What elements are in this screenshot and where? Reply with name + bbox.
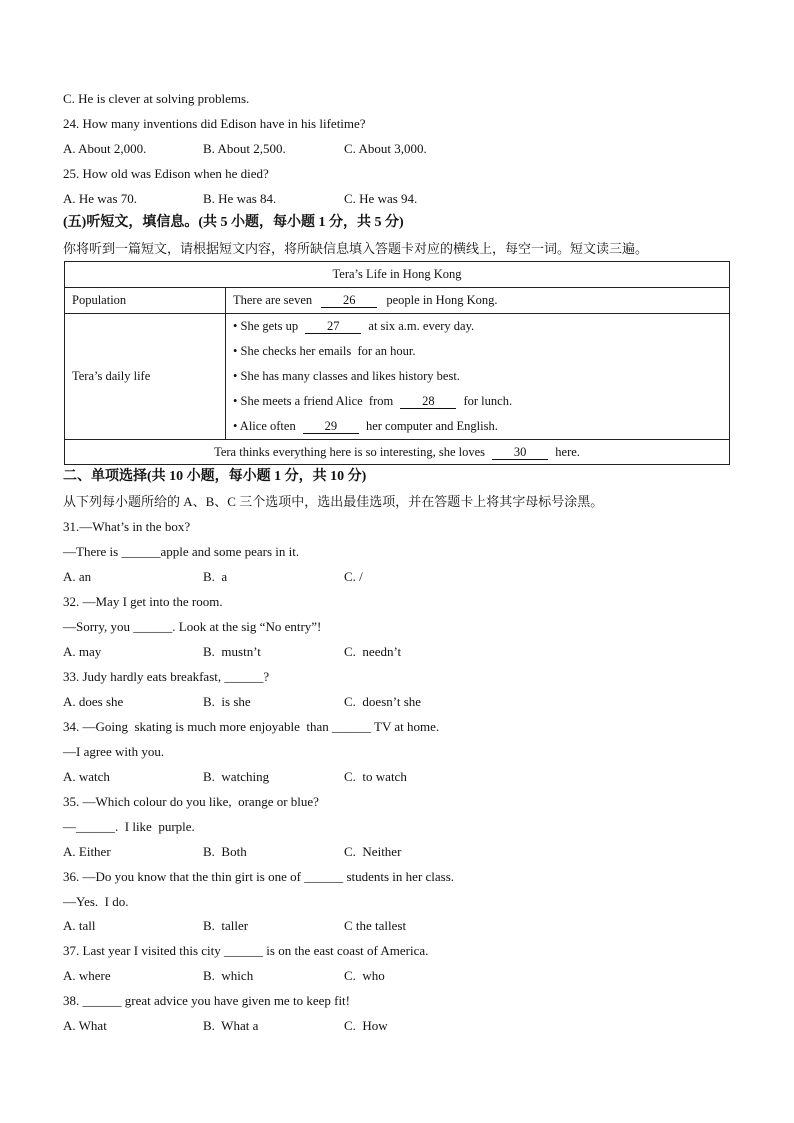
q31-option-c: C. / [344, 569, 363, 584]
q34-line-2: —I agree with you. [63, 744, 165, 759]
q32-line-1: 32. —May I get into the room. [63, 594, 223, 609]
q36-line-2: —Yes. I do. [63, 894, 129, 909]
q24-stem: 24. How many inventions did Edison have in his lifetime? [63, 116, 366, 131]
blank-30: 30 [492, 446, 548, 460]
blank-28: 28 [400, 395, 456, 409]
bullet-3: • She has many classes and likes history best. [233, 369, 460, 383]
q37-line-1: 37. Last year I visited this city ______ is on the east coast of America. [63, 943, 429, 958]
q31-line-2: —There is ______apple and some pears in it. [63, 544, 300, 559]
q33-option-a: A. does she [63, 694, 124, 709]
blank-29: 29 [303, 420, 359, 434]
q34-option-b: B. watching [203, 769, 270, 784]
q34-line-1: 34. —Going skating is much more enjoyable than ______ TV at home. [63, 719, 440, 734]
q36-option-c: C the tallest [344, 918, 407, 933]
daily-life-cell [226, 314, 730, 440]
table-title: Tera’s Life in Hong Kong [65, 262, 730, 288]
q23-option-c: C. He is clever at solving problems. [63, 91, 250, 106]
q24-option-b: B. About 2,500. [203, 141, 286, 156]
q38-line-1: 38. ______ great advice you have given me to keep fit! [63, 993, 350, 1008]
section5-instruction: 你将听到一篇短文，请根据短文内容，将所缺信息填入答题卡对应的横线上，每空一词。短文读三遍。 [63, 241, 649, 256]
bullet-2: • She checks her emails for an hour. [233, 344, 416, 358]
bullet-text: • She meets a friend Alice from [233, 394, 394, 408]
bullet-text: for lunch. [463, 394, 513, 408]
q35-line-1: 35. —Which colour do you like, orange or blue? [63, 794, 319, 809]
q36-option-b: B. taller [203, 918, 249, 933]
q36-option-a: A. tall [63, 918, 96, 933]
q33-option-c: C. doesn’t she [344, 694, 422, 709]
q32-line-2: —Sorry, you ______. Look at the sig “No entry”! [63, 619, 322, 634]
q37-option-c: C. who [344, 968, 385, 983]
q33-line-1: 33. Judy hardly eats breakfast, ______? [63, 669, 270, 684]
q35-option-a: A. Either [63, 844, 111, 859]
q24-option-c: C. About 3,000. [344, 141, 427, 156]
bullet-text: • She gets up [233, 319, 299, 333]
q35-line-2: —______. I like purple. [63, 819, 195, 834]
population-label: Population [65, 288, 226, 314]
q25-option-a: A. He was 70. [63, 191, 138, 206]
q38-option-b: B. What a [203, 1018, 259, 1033]
q35-option-c: C. Neither [344, 844, 402, 859]
info-table [64, 261, 730, 465]
q35-option-b: B. Both [203, 844, 247, 859]
q25-option-b: B. He was 84. [203, 191, 277, 206]
q31-option-b: B. a [203, 569, 228, 584]
bullet-5 [233, 414, 722, 439]
footer-text-pre: Tera thinks everything here is so interesting, she loves [214, 444, 486, 459]
bullet-4 [233, 389, 722, 414]
q37-option-b: B. which [203, 968, 254, 983]
bullet-1 [233, 314, 722, 339]
footer-text-post: here. [555, 444, 580, 459]
q25-stem: 25. How old was Edison when he died? [63, 166, 269, 181]
q33-option-b: B. is she [203, 694, 251, 709]
blank-26: 26 [321, 294, 377, 308]
q31-option-a: A. an [63, 569, 92, 584]
bullet-text: at six a.m. every day. [368, 319, 475, 333]
q34-option-a: A. watch [63, 769, 110, 784]
q38-option-c: C. How [344, 1018, 388, 1033]
q31-line-1: 31.—What’s in the box? [63, 519, 191, 534]
daily-life-label: Tera’s daily life [65, 314, 226, 440]
section2-heading: 二、单项选择(共 10 小题，每小题 1 分，共 10 分) [63, 469, 367, 484]
q24-option-a: A. About 2,000. [63, 141, 147, 156]
q32-option-b: B. mustn’t [203, 644, 261, 659]
bullet-text: her computer and English. [365, 419, 498, 433]
q34-option-c: C. to watch [344, 769, 407, 784]
q25-option-c: C. He was 94. [344, 191, 418, 206]
q32-option-c: C. needn’t [344, 644, 402, 659]
population-cell [226, 288, 730, 314]
table-footer [65, 440, 730, 465]
section5-heading: (五)听短文，填信息。(共 5 小题，每小题 1 分，共 5 分) [63, 215, 404, 230]
blank-27: 27 [305, 320, 361, 334]
q37-option-a: A. where [63, 968, 111, 983]
section2-instruction: 从下列每小题所给的 A、B、C 三个选项中，选出最佳选项，并在答题卡上将其字母标号涂黑。 [63, 494, 604, 509]
q38-option-a: A. What [63, 1018, 107, 1033]
population-text-post: people in Hong Kong. [386, 293, 498, 307]
q32-option-a: A. may [63, 644, 102, 659]
q36-line-1: 36. —Do you know that the thin girt is one of ______ students in her class. [63, 869, 455, 884]
population-text-pre: There are seven [233, 293, 313, 307]
bullet-text: • Alice often [233, 419, 296, 433]
